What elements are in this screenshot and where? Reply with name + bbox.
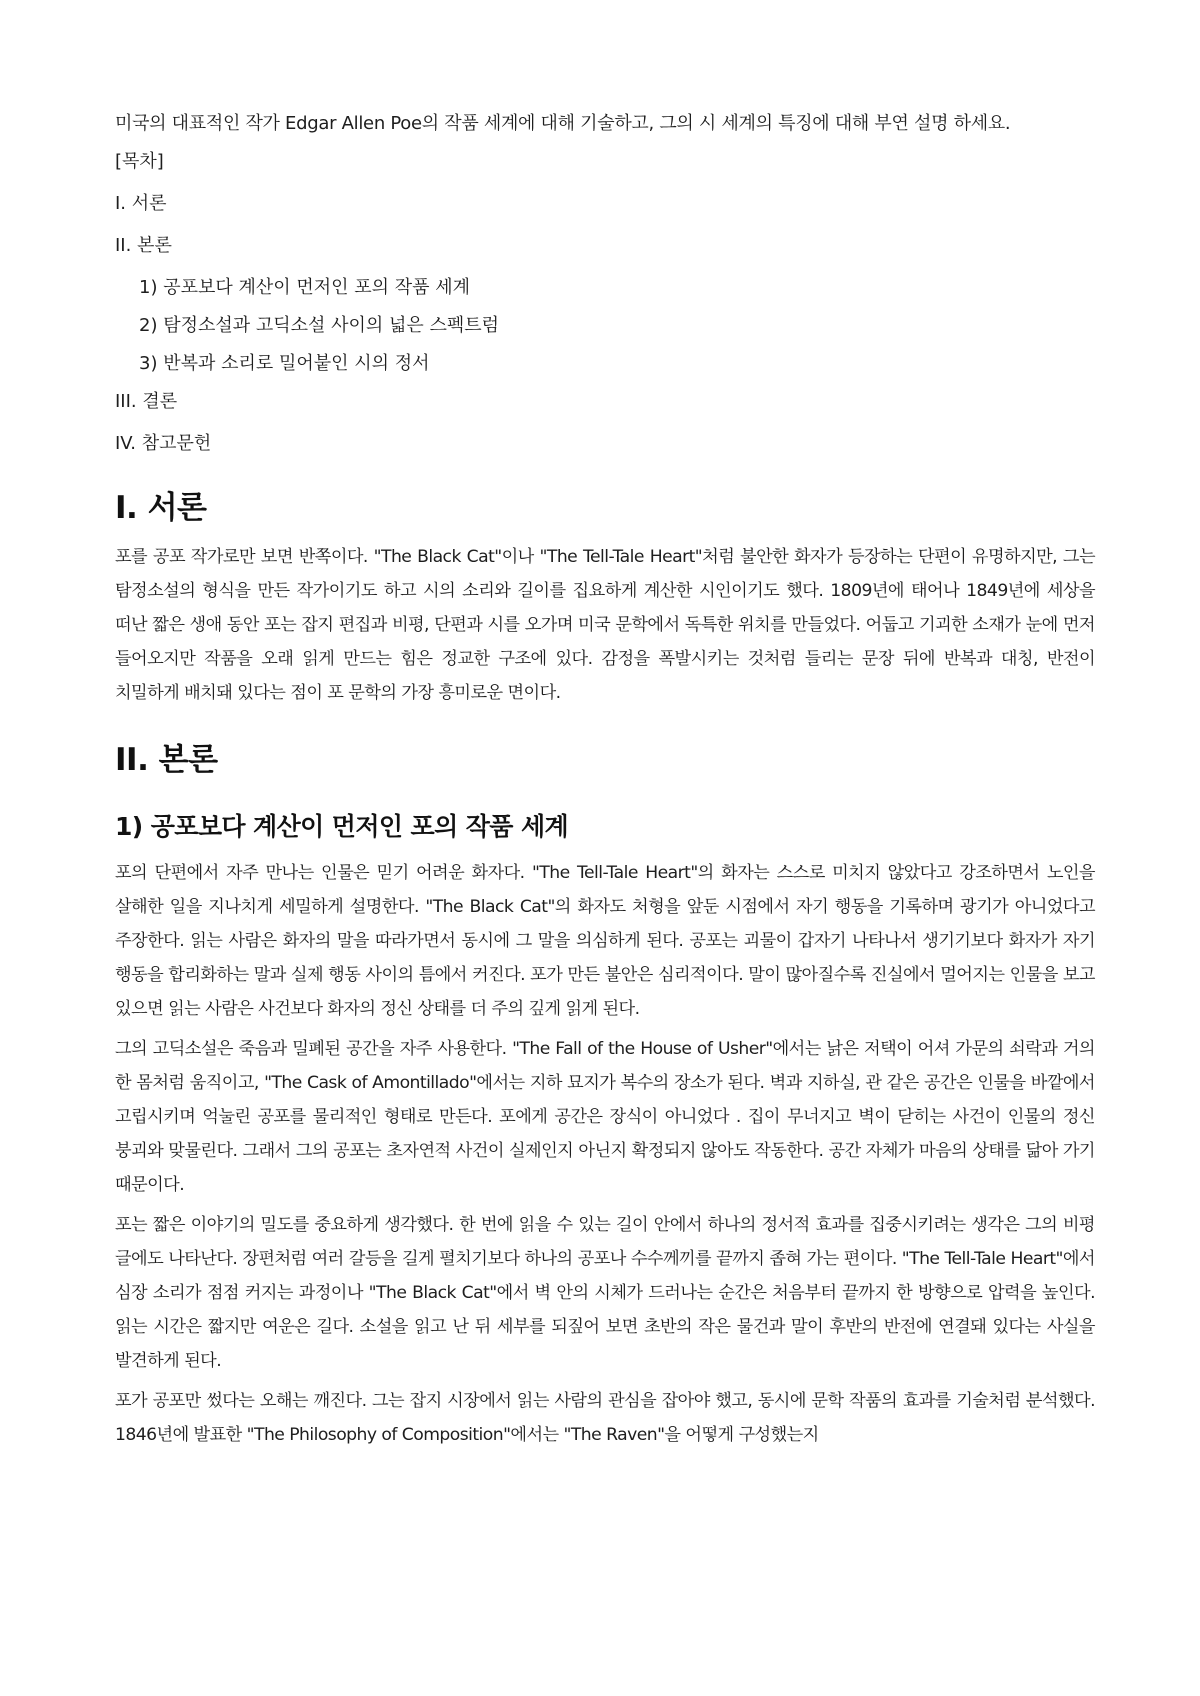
body-heading: II. 본론 xyxy=(115,742,218,778)
section-1-paragraph-3: 포는 짧은 이야기의 밀도를 중요하게 생각했다. 한 번에 읽을 수 있는 길이 안에서 하나의 정서적 효과를 집중시키려는 생각은 그의 비평 글에도 나타난다. 장편처럼 여러 갈등을 길게 펼치기보다 하나의 공포나 수수께끼를 끝까지 좁혀 가는 편이다. "The Tell-Tale Heart"에서 심장 소리가 점점 커지는 과정이나 "The Black Cat"에서 벽 안의 시체가 드러나는 순간은 처음부터 끝까지 한 방향으로 압력을 높인다. 읽는 시간은 짧지만 여운은 길다. 소설을 읽고 난 뒤 세부를 되짚어 보면 초반의 작은 물건과 말이 후반의 반전에 연결돼 있다는 사실을 발견하게 된다. xyxy=(115,1215,1095,1371)
toc-item-references: IV. 참고문헌 xyxy=(115,433,212,454)
assignment-prompt: 미국의 대표적인 작가 Edgar Allen Poe의 작품 세계에 대해 기술하고, 그의 시 세계의 특징에 대해 부연 설명 하세요. xyxy=(115,113,1011,134)
intro-paragraph: 포를 공포 작가로만 보면 반쪽이다. "The Black Cat"이나 "The Tell-Tale Heart"처럼 불안한 화자가 등장하는 단편이 유명하지만, 그는 탐정소설의 형식을 만든 작가이기도 하고 시의 소리와 길이를 집요하게 계산한 시인이기도 했다. 1809년에 태어나 1849년에 세상을 떠난 짧은 생애 동안 포는 잡지 편집과 비평, 단편과 시를 오가며 미국 문학에서 독특한 위치를 만들었다. 어둡고 기괴한 소재가 눈에 먼저 들어오지만 작품을 오래 읽게 만드는 힘은 정교한 구조에 있다. 감정을 폭발시키는 것처럼 들리는 문장 뒤에 반복과 대칭, 반전이 치밀하게 배치돼 있다는 점이 포 문학의 가장 흥미로운 면이다. xyxy=(115,547,1095,703)
section-1-paragraph-1: 포의 단편에서 자주 만나는 인물은 믿기 어려운 화자다. "The Tell-Tale Heart"의 화자는 스스로 미치지 않았다고 강조하면서 노인을 살해한 일을 지나치게 세밀하게 설명한다. "The Black Cat"의 화자도 처형을 앞둔 시점에서 자기 행동을 기록하며 광기가 아니었다고 주장한다. 읽는 사람은 화자의 말을 따라가면서 동시에 그 말을 의심하게 된다. 공포는 괴물이 갑자기 나타나서 생기기보다 화자가 자기 행동을 합리화하는 말과 실제 행동 사이의 틈에서 커진다. 포가 만든 불안은 심리적이다. 말이 많아질수록 진실에서 멀어지는 인물을 보고 있으면 읽는 사람은 사건보다 화자의 정신 상태를 더 주의 깊게 읽게 된다. xyxy=(115,863,1095,1019)
toc-item-body-2: 2) 탐정소설과 고딕소설 사이의 넓은 스펙트럼 xyxy=(139,315,500,336)
toc-item-body: II. 본론 xyxy=(115,235,172,256)
table-of-contents xyxy=(115,148,1095,458)
section-1-heading: 1) 공포보다 계산이 먼저인 포의 작품 세계 xyxy=(115,812,569,841)
toc-item-intro: I. 서론 xyxy=(115,193,167,214)
section-1-paragraph-2: 그의 고딕소설은 죽음과 밀폐된 공간을 자주 사용한다. "The Fall of the House of Usher"에서는 낡은 저택이 어셔 가문의 쇠락과 거의 한 몸처럼 움직이고, "The Cask of Amontillado"에서는 지하 묘지가 복수의 장소가 된다. 벽과 지하실, 관 같은 공간은 인물을 바깥에서 고립시키며 억눌린 공포를 물리적인 형태로 만든다. 포에게 공간은 장식이 아니었다 . 집이 무너지고 벽이 닫히는 사건이 인물의 정신 붕괴와 맞물린다. 그래서 그의 공포는 초자연적 사건이 실제인지 아닌지 확정되지 않아도 작동한다. 공간 자체가 마음의 상태를 닮아 가기 때문이다. xyxy=(115,1039,1095,1195)
intro-heading: I. 서론 xyxy=(115,490,207,526)
document-page xyxy=(115,110,1095,1458)
toc-title: [목차] xyxy=(115,151,164,172)
toc-item-body-1: 1) 공포보다 계산이 먼저인 포의 작품 세계 xyxy=(139,277,471,298)
toc-item-conclusion: III. 결론 xyxy=(115,391,178,412)
toc-item-body-3: 3) 반복과 소리로 밀어붙인 시의 정서 xyxy=(139,353,430,374)
section-1-paragraph-4: 포가 공포만 썼다는 오해는 깨진다. 그는 잡지 시장에서 읽는 사람의 관심을 잡아야 했고, 동시에 문학 작품의 효과를 기술처럼 분석했다. 1846년에 발표한 "The Philosophy of Composition"에서는 "The Raven"을 어떻게 구성했는지 xyxy=(115,1391,1095,1445)
